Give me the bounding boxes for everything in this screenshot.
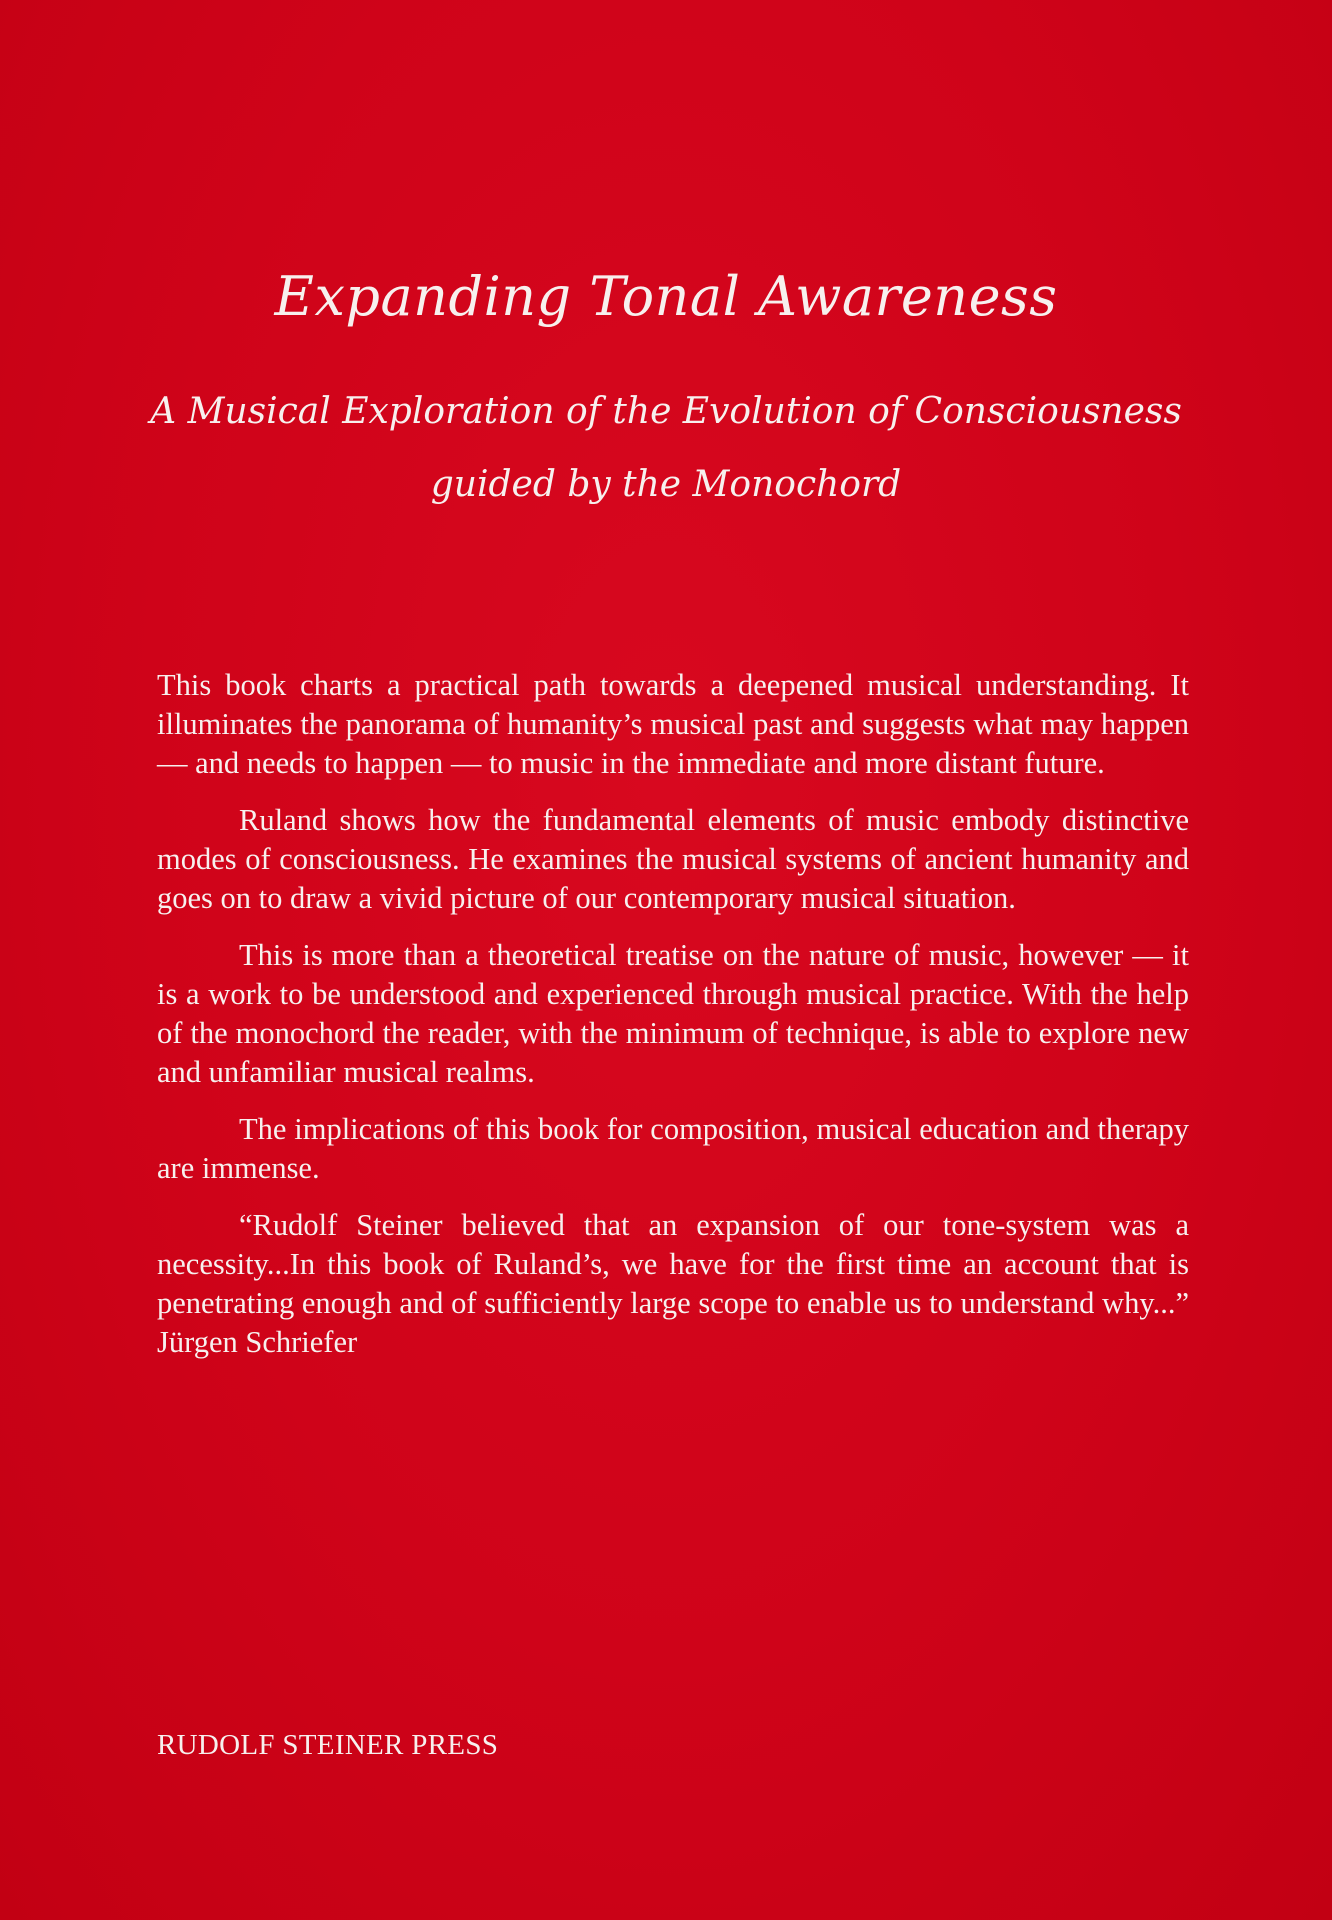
blurb-paragraph-1: This book charts a practical path towards a deepened musical understanding. It illuminates the panorama of humanity’s musical past and suggests what may happen — and needs to happen — to music in the immediate and more distant future. (157, 668, 1189, 780)
blurb-paragraph-4: The implications of this book for composition, musical education and therapy are immense. (157, 1112, 1189, 1185)
publisher-name: RUDOLF STEINER PRESS (157, 1729, 499, 1761)
book-subtitle-line1: A Musical Exploration of the Evolution of Consciousness (150, 391, 1182, 432)
blurb-paragraph-2: Ruland shows how the fundamental elements of music embody distinctive modes of consciousness. He examines the musical systems of ancient humanity and goes on to draw a vivid picture of our contemporary musical situation. (157, 803, 1189, 915)
book-title: Expanding Tonal Awareness (274, 265, 1058, 328)
blurb-quote: “Rudolf Steiner believed that an expansion of our tone-system was a necessity...In this book of Ruland’s, we have for the first time an account that is penetrating enough and of sufficiently large scope to enable us to understand why...” Jürgen Schriefer (157, 1208, 1189, 1359)
blurb (157, 666, 1189, 1380)
book-subtitle-line2: guided by the Monochord (430, 464, 902, 505)
blurb-paragraph-3: This is more than a theoretical treatise on the nature of music, however — it is a work to be understood and experienced through musical practice. With the help of the monochord the reader, with the minimum of technique, is able to explore new and unfamiliar musical realms. (157, 938, 1189, 1089)
